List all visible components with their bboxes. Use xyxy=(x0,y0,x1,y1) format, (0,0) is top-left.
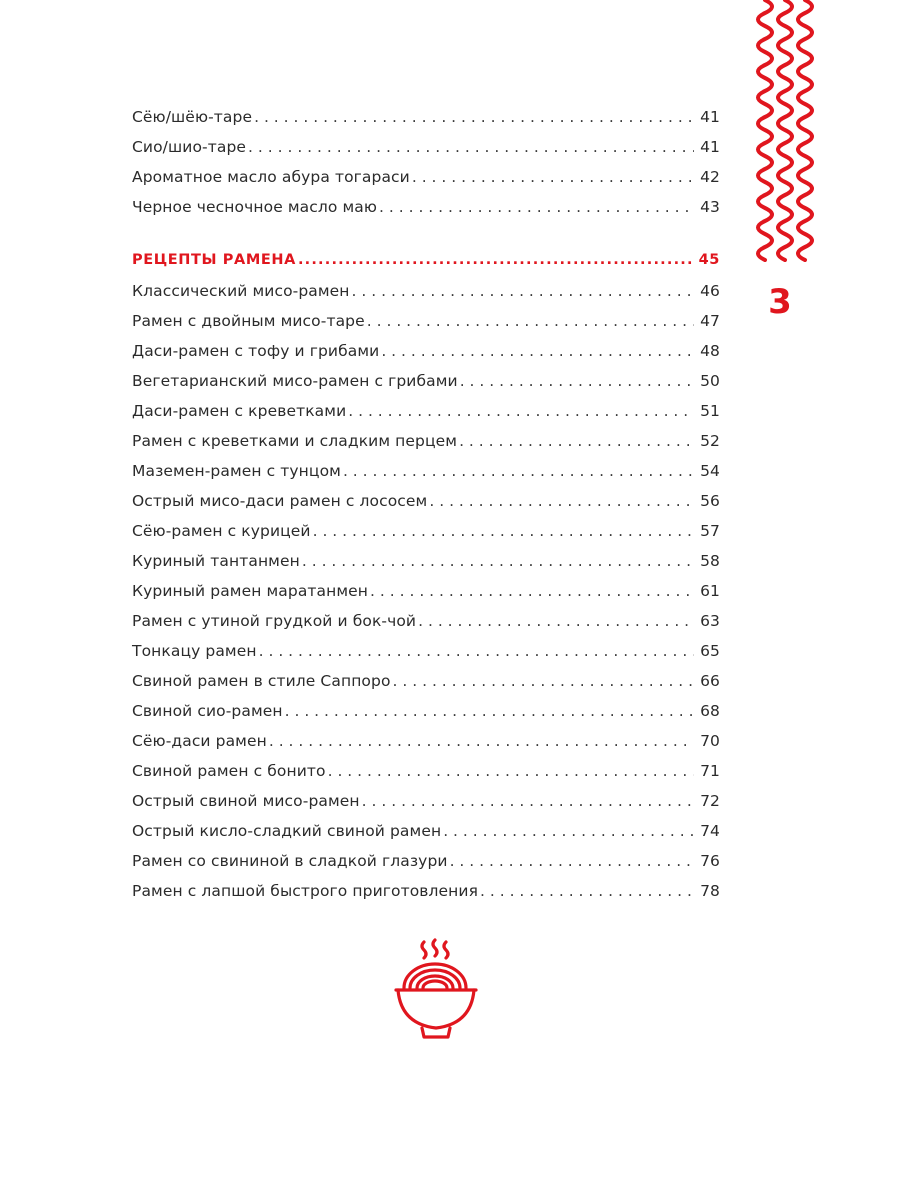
toc-entry[interactable] xyxy=(132,822,720,852)
toc-entry[interactable] xyxy=(132,522,720,552)
toc-entry[interactable] xyxy=(132,462,720,492)
dot-leader xyxy=(370,582,694,600)
dot-leader xyxy=(418,612,694,630)
toc-entry[interactable] xyxy=(132,372,720,402)
toc-entry-title: Вегетарианский мисо-рамен с грибами xyxy=(132,372,458,390)
toc-entry-title: Рамен с двойным мисо-таре xyxy=(132,312,365,330)
dot-leader xyxy=(412,168,694,186)
toc-entry-title: Черное чесночное масло маю xyxy=(132,198,378,216)
toc-entry-page-number: 41 xyxy=(700,138,720,156)
dot-leader xyxy=(248,138,694,156)
dot-leader xyxy=(352,282,694,300)
toc-entry-page-number: 56 xyxy=(700,492,720,510)
toc-entry[interactable] xyxy=(132,702,720,732)
toc-entry-page-number: 41 xyxy=(700,108,720,126)
dot-leader xyxy=(480,882,694,900)
dot-leader xyxy=(328,762,694,780)
toc-entry-title: Классический мисо-рамен xyxy=(132,282,350,300)
dot-leader xyxy=(285,702,694,720)
dot-leader xyxy=(254,108,694,126)
toc-entry[interactable] xyxy=(132,552,720,582)
toc-entry-page-number: 47 xyxy=(700,312,720,330)
toc-entry-page-number: 43 xyxy=(700,198,720,216)
dot-leader xyxy=(302,552,694,570)
toc-entry-title: Даси-рамен с тофу и грибами xyxy=(132,342,380,360)
toc-entry-page-number: 52 xyxy=(700,432,720,450)
dot-leader xyxy=(450,852,694,870)
dot-leader xyxy=(393,672,694,690)
dot-leader xyxy=(298,252,694,268)
toc-entry-title: Свиной сио-рамен xyxy=(132,702,283,720)
ramen-bowl-icon xyxy=(392,938,482,1048)
toc-entry-page-number: 76 xyxy=(700,852,720,870)
toc-entry-page-number: 78 xyxy=(700,882,720,900)
toc-entry-page-number: 50 xyxy=(700,372,720,390)
toc-entry[interactable] xyxy=(132,342,720,372)
dot-leader xyxy=(362,792,694,810)
toc-entry-title: Сёю-рамен с курицей xyxy=(132,522,311,540)
toc-entry-title: Даси-рамен с креветками xyxy=(132,402,347,420)
toc-entry[interactable] xyxy=(132,402,720,432)
table-of-contents xyxy=(132,108,720,912)
dot-leader xyxy=(459,432,694,450)
toc-entry-title: Куриный тантанмен xyxy=(132,552,300,570)
toc-entry[interactable] xyxy=(132,492,720,522)
section-page-number: 45 xyxy=(698,252,720,268)
toc-entry-list xyxy=(132,282,720,912)
toc-entry-page-number: 74 xyxy=(700,822,720,840)
toc-entry-title: Рамен с утиной грудкой и бок-чой xyxy=(132,612,417,630)
toc-entry-title: Рамен с креветками и сладким перцем xyxy=(132,432,458,450)
toc-entry-page-number: 51 xyxy=(700,402,720,420)
dot-leader xyxy=(381,342,694,360)
toc-entry-page-number: 42 xyxy=(700,168,720,186)
toc-entry-page-number: 61 xyxy=(700,582,720,600)
toc-entry[interactable] xyxy=(132,312,720,342)
toc-entry[interactable] xyxy=(132,168,720,198)
dot-leader xyxy=(348,402,694,420)
dot-leader xyxy=(259,642,694,660)
toc-entry-page-number: 65 xyxy=(700,642,720,660)
toc-entry-page-number: 70 xyxy=(700,732,720,750)
toc-entry-title: Острый свиной мисо-рамен xyxy=(132,792,360,810)
toc-entry-title: Тонкацу рамен xyxy=(132,642,257,660)
toc-entry-title: Ароматное масло абура тогараси xyxy=(132,168,410,186)
toc-entry[interactable] xyxy=(132,282,720,312)
toc-entry-title: Острый мисо-даси рамен с лососем xyxy=(132,492,428,510)
toc-entry-page-number: 63 xyxy=(700,612,720,630)
toc-entry-page-number: 58 xyxy=(700,552,720,570)
dot-leader xyxy=(379,198,694,216)
dot-leader xyxy=(313,522,694,540)
toc-entry-title: Рамен с лапшой быстрого приготовления xyxy=(132,882,479,900)
dot-leader xyxy=(367,312,694,330)
toc-entry-title: Острый кисло-сладкий свиной рамен xyxy=(132,822,442,840)
toc-entry[interactable] xyxy=(132,732,720,762)
toc-entry-title: Рамен со свининой в сладкой глазури xyxy=(132,852,448,870)
toc-entry-page-number: 71 xyxy=(700,762,720,780)
toc-entry[interactable] xyxy=(132,582,720,612)
wavy-noodle-lines-icon xyxy=(752,0,822,262)
toc-entry-page-number: 72 xyxy=(700,792,720,810)
section-title: РЕЦЕПТЫ РАМЕНА xyxy=(132,252,296,268)
toc-entry-title: Свиной рамен с бонито xyxy=(132,762,326,780)
toc-entry[interactable] xyxy=(132,108,720,138)
dot-leader xyxy=(443,822,694,840)
toc-entry-page-number: 66 xyxy=(700,672,720,690)
dot-leader xyxy=(269,732,694,750)
toc-entry-page-number: 48 xyxy=(700,342,720,360)
toc-entry-title: Сио/шио-таре xyxy=(132,138,247,156)
toc-pre-section-list xyxy=(132,108,720,228)
dot-leader xyxy=(460,372,694,390)
dot-leader xyxy=(343,462,694,480)
section-gap xyxy=(132,228,720,252)
toc-entry[interactable] xyxy=(132,138,720,168)
toc-entry[interactable] xyxy=(132,672,720,702)
chapter-number: 3 xyxy=(768,282,792,322)
toc-entry-title: Маземен-рамен с тунцом xyxy=(132,462,341,480)
toc-entry[interactable] xyxy=(132,882,720,912)
toc-entry-title: Куриный рамен маратанмен xyxy=(132,582,369,600)
toc-entry[interactable] xyxy=(132,762,720,792)
toc-entry-title: Сёю-даси рамен xyxy=(132,732,267,750)
toc-entry[interactable] xyxy=(132,612,720,642)
toc-entry-page-number: 46 xyxy=(700,282,720,300)
toc-entry[interactable] xyxy=(132,852,720,882)
toc-entry[interactable] xyxy=(132,432,720,462)
toc-entry-page-number: 68 xyxy=(700,702,720,720)
toc-entry-title: Сёю/шёю-таре xyxy=(132,108,253,126)
toc-entry-page-number: 54 xyxy=(700,462,720,480)
toc-entry[interactable] xyxy=(132,198,720,228)
toc-entry[interactable] xyxy=(132,642,720,672)
toc-entry[interactable] xyxy=(132,792,720,822)
toc-entry-page-number: 57 xyxy=(700,522,720,540)
dot-leader xyxy=(429,492,694,510)
toc-section-heading[interactable] xyxy=(132,252,720,282)
toc-entry-title: Свиной рамен в стиле Саппоро xyxy=(132,672,391,690)
